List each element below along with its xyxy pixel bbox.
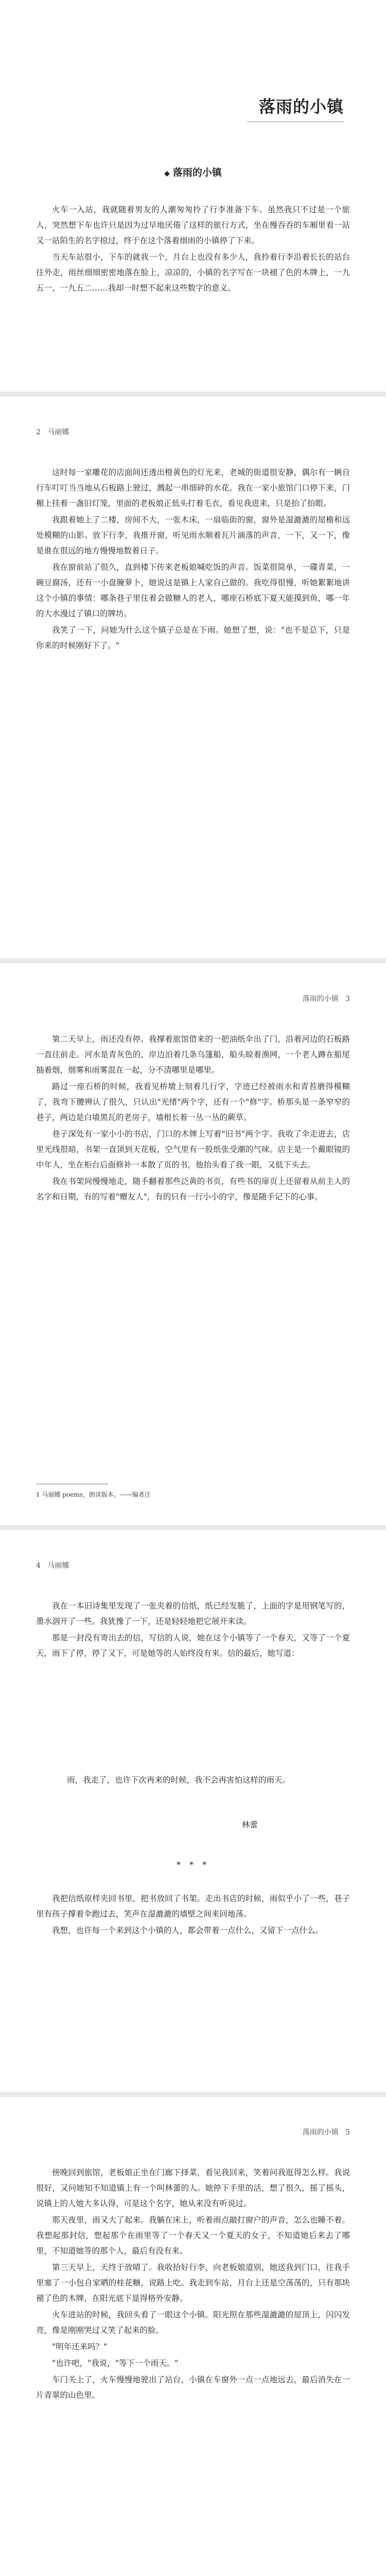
paragraph: 傍晚回到旅馆，老板娘正坐在门廊下择菜，看见我回来，笑着问我逛得怎么样。我说很好，又问她知不知道镇上有一个叫林蕾的人。她停下手里的活，想了很久，摇了摇头，说镇上的人她大多认得，可是这个名字，她从来没有听说过。 xyxy=(36,2168,350,2208)
paragraph: 第三天早上，天终于放晴了。我收拾好行李，向老板娘道别，她送我到门口，往我手里塞了一小包自家晒的桂花糖，说路上吃。我走到车站，月台上还是空荡荡的，只有那块褪了色的木牌，在阳光底下显得格外安静。 xyxy=(36,2263,350,2303)
paragraph: 那天夜里，雨又大了起来。我躺在床上，听着雨点敲打窗户的声音，怎么也睡不着。我想起那封信，想起那个在雨里等了一个春天又一个夏天的女子，不知道她后来去了哪里，不知道她等的那个人，最后有没有来。 xyxy=(36,2215,350,2256)
paragraph: 我在书架间慢慢地走，随手翻着那些泛黄的书页，有些书的扉页上还留着从前主人的名字和日期，有的写着"赠友人"，有的只有一行小小的字，像是随手记下的心事。 xyxy=(36,1177,350,1201)
page-3 xyxy=(0,963,386,1525)
running-head: 马丽娜 xyxy=(47,428,69,436)
page-number: 2 xyxy=(36,428,41,436)
page-number: 5 xyxy=(345,2128,350,2137)
page-5 xyxy=(0,2097,386,2576)
paragraph: 我在一本旧诗集里发现了一张夹着的信纸，纸已经发脆了，上面的字是用钢笔写的，墨水洇开了一些。我犹豫了一下，还是轻轻地把它展开来读。 xyxy=(36,1601,350,1626)
paragraph: 那是一封没有寄出去的信，写信的人说，她在这个小镇等了一个春天，又等了一个夏天，雨下了停，停了又下，可是她等的人始终没有来。信的最后，她写道： xyxy=(36,1633,350,1658)
page-5-body xyxy=(36,2165,350,2404)
running-head: 落雨的小镇 xyxy=(302,995,339,1003)
dialogue-line: "也许吧，"我说，"等下一个雨天。" xyxy=(52,2359,179,2368)
letter-signature: 林蕾 xyxy=(242,1820,258,1829)
letter-quote: 雨，我走了，也许下次再来的时候，我不会再害怕这样的雨天。 xyxy=(67,1775,291,1785)
page-header xyxy=(303,993,350,1004)
section-title-text: 落雨的小镇 xyxy=(172,167,222,178)
paragraph: 路过一座石桥的时候，我看见桥墩上刻着几行字，字迹已经被雨水和青苔磨得模糊了，我弯下腰辨认了很久，只认出"光绪"两个字，还有一个"修"字。桥那头是一条窄窄的巷子，两边是白墙黑瓦的老房子，墙根长着一丛一丛的蕨草。 xyxy=(36,1082,350,1122)
section-title xyxy=(0,165,386,179)
page-2-body xyxy=(36,465,350,654)
bullet-icon: ◆ xyxy=(164,170,170,178)
page-4-body xyxy=(36,1598,350,1662)
paragraph: 我在窗前站了很久，直到楼下传来老板娘喊吃饭的声音。饭菜很简单，一碟青菜，一碗豆腐汤，还有一小盘腌萝卜，她说这是镇上人家自己做的。我吃得很慢，听她絮絮地讲这个小镇的事情：哪条巷子里住着会做糖人的老人，哪座石桥底下夏天能摸到鱼，哪一年的大水漫过了镇口的牌坊。 xyxy=(36,563,350,618)
footnote: 1 马丽娜 poems，朗读版本。——编者注 xyxy=(36,1491,151,1498)
page-4-body-after xyxy=(36,1891,350,1939)
running-head: 落雨的小镇 xyxy=(302,2128,339,2137)
paragraph: 火车进站的时候，我回头看了一眼这个小镇。阳光照在那些湿漉漉的屋顶上，闪闪发亮，像是刚刚哭过又笑了起来的脸。 xyxy=(36,2310,350,2335)
page-3-body xyxy=(36,1031,350,1206)
paragraph: 我把信纸原样夹回书里，把书放回了书架。走出书店的时候，雨似乎小了一些，巷子里有孩子撑着伞跑过去，笑声在湿漉漉的墙壁之间来回地荡。 xyxy=(36,1894,350,1919)
chapter-title: 落雨的小镇 xyxy=(258,97,344,116)
paragraph: 第二天早上，雨还没有停。我撑着旅馆借来的一把油纸伞出了门，沿着河边的石板路一直往前走。河水是青灰色的，岸边泊着几条乌篷船，船头晾着渔网，一个老人蹲在船尾抽着烟，烟雾和雨雾混在一起，分不清哪里是哪里。 xyxy=(36,1035,350,1075)
page-number: 4 xyxy=(36,1562,41,1570)
paragraph: 我想，也许每一个来到这个小镇的人，都会带着一点什么，又留下一点什么。 xyxy=(52,1926,324,1935)
page-header xyxy=(36,1560,69,1570)
page-1 xyxy=(0,0,386,392)
page-2 xyxy=(0,397,386,958)
running-head: 马丽娜 xyxy=(47,1562,69,1570)
page-1-body xyxy=(36,202,350,297)
paragraph: 我跟着她上了二楼，房间不大，一张木床，一扇临街的窗，窗外是湿漉漉的屋檐和远处模糊的山影。放下行李，我推开窗，听见雨水顺着瓦片滴落的声音，一下，又一下，像是谁在很远的地方慢慢地数着日子。 xyxy=(36,515,350,555)
paragraph: 巷子深处有一家小小的书店，门口的木牌上写着"旧书"两个字。我收了伞走进去，店里光线很暗，书架一直顶到天花板，空气里有一股纸张受潮的气味。店主是一个戴眼镜的中年人，坐在柜台后面修补一本散了页的书，他抬头看了我一眼，又低下头去。 xyxy=(36,1129,350,1170)
paragraph: 我笑了一下，问她为什么这个镇子总是在下雨。她想了想，说："也不是总下，只是你来的时候刚好下了。" xyxy=(36,625,350,650)
page-4 xyxy=(0,1530,386,2092)
paragraph: 车门关上了，火车慢慢地驶出了站台，小镇在车窗外一点一点地远去，最后消失在一片青翠的山色里。 xyxy=(36,2375,350,2400)
paragraph: 火车一入站，我就随着男友的人潮匆匆拎了行李准备下车。虽然我只不过是一个旅人，突然想下车也许只是因为过早地厌倦了这样的旅行方式，坐在慢吞吞的车厢里看一站又一站陌生的名字掠过，终于在这个落着细雨的小镇停了下来。 xyxy=(36,205,350,245)
section-separator: * * * xyxy=(176,1860,210,1870)
dialogue-line: "明年还来吗？" xyxy=(52,2342,108,2351)
page-header xyxy=(36,427,69,437)
page-header xyxy=(303,2127,350,2137)
page-number: 3 xyxy=(345,995,350,1003)
paragraph: 这时每一家雕花的店面间还透出橙黄色的灯光来，老城的街道很安静，偶尔有一辆自行车叮叮当当地从石板路上驶过，溅起一串细碎的水花。我在一家小旅馆门口停下来，门楣上挂着一盏旧灯笼，里面的老板娘正低头打着毛衣，看见我进来，只是抬了抬眼。 xyxy=(36,468,350,508)
paragraph: 当天车站很小，下车的就我一个，月台上也没有多少人，我拎着行李沿着长长的站台往外走，雨丝细细密密地落在脸上，凉凉的，小镇的名字写在一块褪了色的木牌上，一九五一、一九五二……我却一时想不起来这些数字的意义。 xyxy=(36,252,350,293)
